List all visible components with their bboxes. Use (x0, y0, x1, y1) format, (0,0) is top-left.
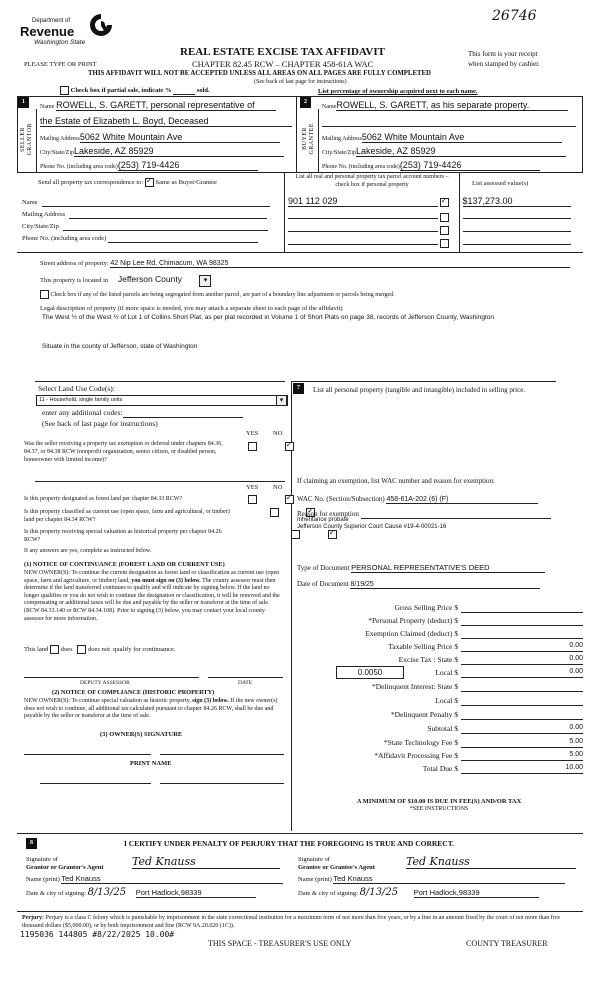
total-due-field[interactable]: 10.00 (461, 764, 583, 774)
seller-name-field[interactable]: ROWELL, S. GARETT, personal representative of (56, 100, 276, 111)
land-use-select[interactable]: 11 - Household, single family units ▾ (36, 395, 288, 406)
print-name-line[interactable] (40, 783, 151, 784)
current-use-yes-checkbox[interactable] (270, 508, 279, 517)
seller-city-row: City/State/ZipLakeside, AZ 85929 (40, 146, 292, 157)
grantee-side-label: GRANTEE (309, 123, 315, 155)
section-7-marker: 7 (293, 383, 304, 394)
parcel-row (288, 235, 571, 248)
partial-sale-row (60, 86, 210, 95)
please-type: PLEASE TYPE OR PRINT (24, 61, 97, 68)
subtotal-label: Subtotal $ (427, 724, 458, 733)
reason-row: Reason for exemption (297, 510, 551, 519)
parcel-number-field[interactable] (288, 222, 438, 232)
print-name-line-2[interactable] (160, 783, 284, 784)
additional-codes-row: enter any additional codes: (42, 408, 243, 418)
notice-compliance-title: (2) NOTICE OF COMPLIANCE (HISTORIC PROPERTY) (52, 689, 215, 696)
partial-sale-checkbox[interactable] (60, 86, 69, 95)
logo-line3: Washington State (34, 39, 86, 46)
delinquent-interest-local-field[interactable] (461, 696, 583, 706)
document-date-field[interactable]: 8/19/25 (350, 581, 540, 589)
historic-no-checkbox[interactable] (328, 530, 337, 539)
parcel-number-field[interactable] (288, 235, 438, 245)
property-section (20, 258, 585, 358)
logo-line2: Revenue (20, 24, 75, 39)
reason-field[interactable]: Inheritance probate Jefferson County Superior Court Cause #19-4-00021-16 (297, 517, 447, 530)
exemption-claim-label: If claiming an exemption, list WAC number and reason for exemption: (297, 477, 495, 485)
forest-no-checkbox[interactable] (285, 495, 294, 504)
dor-logo (20, 12, 115, 52)
gross-selling-price-field[interactable] (461, 603, 583, 613)
buyer-mailing-field[interactable]: 5062 White Mountain Ave (362, 132, 562, 143)
sold-label: sold. (196, 86, 210, 94)
excise-tax-local-label: Local $ (435, 668, 458, 677)
exemption-claimed-label: Exemption Claimed (deduct) $ (365, 629, 458, 638)
parcel-row (288, 209, 571, 222)
buyer-phone-field[interactable]: (253) 719-4426 (400, 160, 540, 171)
subtotal-field[interactable]: 0.00 (461, 724, 583, 734)
assessed-value-field[interactable] (463, 209, 571, 219)
if-yes-note: If any answers are yes, complete as instructed below. (24, 548, 152, 554)
additional-codes-field[interactable] (123, 408, 243, 418)
grantor-side-label: GRANTOR (27, 123, 33, 156)
assessed-value-field[interactable] (463, 222, 571, 232)
owner-signature-line[interactable] (24, 754, 151, 755)
handwritten-number: 26746 (492, 8, 537, 24)
grantee-name-row: Name (print) Ted Knauss (298, 874, 565, 884)
seller-name-row: Name ROWELL, S. GARETT, personal representative of (40, 100, 292, 111)
segregated-row: Check box if any of the listed parcels are being segregated from another parcel, are part of a boundary line adjustment or parcels being merged. (40, 290, 395, 299)
no-header: NO (273, 484, 283, 491)
dor-swirl-icon (88, 12, 114, 38)
document-type-field[interactable]: PERSONAL REPRESENTATIVE'S DEED (351, 563, 545, 573)
parcel-number-field[interactable] (288, 209, 438, 219)
exemption-no-checkbox[interactable] (285, 442, 294, 451)
forest-yes-checkbox[interactable] (248, 495, 257, 504)
personal-property-checkbox[interactable] (440, 198, 449, 207)
does-qualify-checkbox[interactable] (50, 645, 59, 654)
yes-header: YES (246, 430, 259, 437)
corr-mailing-field[interactable] (69, 211, 267, 219)
taxable-selling-price-field[interactable]: 0.00 (461, 642, 583, 652)
affidavit-processing-fee-field[interactable]: 5.00 (461, 751, 583, 761)
print-name-label: PRINT NAME (130, 760, 172, 767)
grantee-signature-label: Signature of Grantee or Grantee's Agent (298, 856, 375, 871)
see-instructions-note: *SEE INSTRUCTIONS (409, 806, 469, 812)
personal-property-checkbox[interactable] (440, 226, 449, 235)
street-address-row: Street address of property: 42 Nip Lee Rd, Chimacum, WA 98325 (40, 260, 570, 268)
grantor-signature-label: Signature of Grantor or Grantor's Agent (26, 856, 104, 871)
designation-section (20, 484, 288, 767)
excise-tax-local-field[interactable]: 0.00 (461, 668, 583, 678)
yes-header: YES (246, 484, 259, 491)
county-select[interactable]: Jefferson County (117, 274, 182, 284)
logo-line1: Department of (32, 18, 71, 24)
buyer-name-row: NameROWELL, S. GARETT, as his separate property. (322, 100, 576, 111)
corr-city-field[interactable] (63, 223, 268, 231)
seller-phone-field[interactable]: (253) 719-4426 (118, 160, 258, 171)
owner-signature-label: (3) OWNER(S) SIGNATURE (100, 731, 183, 738)
treasurer-stamp: 1195036 144805 #8/22/2025 10.00# (20, 930, 175, 939)
current-use-question: Is this property classified as current use (open space, farm and agricultural, or timber) land per chapter 84.34 RCW? (24, 509, 230, 523)
see-back-note: (See back of last page for instructions) (254, 79, 347, 85)
personal-property-deduct-label: *Personal Property (deduct) $ (368, 616, 458, 625)
buyer-side-label: BUYER (302, 127, 308, 150)
parcel-header: List all real and personal property tax parcel account numbers – check box if personal property (295, 174, 449, 188)
seller-mailing-row: Mailing Address5062 White Mountain Ave (40, 132, 292, 143)
deputy-assessor-label: DEPUTY ASSESSOR (80, 680, 130, 686)
exemption-claimed-field[interactable] (461, 629, 583, 639)
excise-tax-state-field[interactable]: 0.00 (461, 655, 583, 665)
ownership-note: List percentage of ownership acquired next to each name. (318, 88, 478, 95)
seller-name-line2-field[interactable]: the Estate of Elizabeth L. Boyd, Deceased (40, 116, 292, 127)
parcel-row (288, 196, 571, 207)
grantor-name-row: Name (print) Ted Knauss (26, 874, 283, 884)
legal-description-label: Legal description of property (if more space is needed, you may attach a separate sheet to each page of the affidavit) (40, 305, 343, 312)
notice-continuance-body: NEW OWNER(S): To continue the current designation as forest land or classification as current use (open space, farm and agriculture, or timber) land, you must sign on (3) below. The county assessor must then determine if the land transferred continues to qualify and will indicate by signing below. If the land no longer qualifies or you do not wish to continue the designation or classification, it will be removed and the compensating or additional taxes will be due and payable by the seller or transferor at the time of sale. (RCW 84.33.140 or RCW 84.34.108). Prior to signing (3) below, you may contact your local county assessor for more information. (24, 570, 280, 622)
seller-side-label: SELLER (20, 127, 26, 152)
county-treasurer-label: COUNTY TREASURER (466, 939, 548, 948)
exemption-yes-checkbox[interactable] (248, 442, 257, 451)
send-correspondence-row: Send all property tax correspondence to: ✓ Same as Buyer/Grantee (38, 178, 217, 187)
land-use-see-back: (See back of last page for instructions) (42, 419, 158, 428)
total-due-label: Total Due $ (422, 764, 458, 773)
grantee-name-field[interactable]: Ted Knauss (333, 874, 565, 884)
section-1-marker: 1 (18, 97, 29, 108)
certification-section (20, 836, 585, 908)
buyer-section (300, 97, 580, 172)
partial-percent-field[interactable] (173, 87, 195, 95)
buyer-name-field[interactable]: ROWELL, S. GARETT, as his separate property. (336, 100, 568, 111)
document-date-row: Date of Document 8/19/25 (297, 580, 540, 589)
historic-yes-checkbox[interactable] (291, 530, 300, 539)
grantor-date-row: Date & city of signing: 8/13/25 Port Hadlock,98339 (26, 887, 256, 898)
does-not-qualify-checkbox[interactable] (77, 645, 86, 654)
partial-sale-label: Check box if partial sale, indicate % (70, 86, 172, 94)
parcel-number-field[interactable]: 901 112 029 (288, 196, 438, 207)
land-use-dropdown-button[interactable]: ▾ (276, 395, 287, 406)
buyer-mailing-row: Mailing Address5062 White Mountain Ave (322, 132, 576, 143)
section-8-marker: 8 (26, 838, 37, 849)
no-header: NO (273, 430, 283, 437)
certify-statement: I CERTIFY UNDER PENALTY OF PERJURY THAT THE FOREGOING IS TRUE AND CORRECT. (124, 839, 455, 848)
assessed-header: List assessed value(s) (472, 180, 529, 187)
delinquent-penalty-field[interactable] (461, 710, 583, 720)
same-as-buyer-checkbox[interactable] (145, 178, 154, 187)
buyer-city-row: City/State/ZipLakeside, AZ 85929 (322, 146, 576, 157)
situate-text: Situate in the county of Jefferson, state of Washington (42, 343, 198, 350)
perjury-notice: Perjury: Perjury is a class C felony which is punishable by imprisonment in the state correctional institution for a maximum term of not more than five years, or by a fine in an amount fixed by the court of not more than five thousand dollars ($5,000.00), or by both imprisonment and fine (RCW 9A.20.020 (1C)). (22, 915, 561, 929)
seller-phone-row: Phone No. (including area code)(253) 719-4426 (40, 160, 292, 171)
local-rate-field[interactable]: 0.0050 (336, 666, 404, 679)
grantor-signature-field[interactable]: Ted Knauss (132, 855, 280, 869)
assessed-value-field[interactable]: $137,273.00 (463, 196, 571, 207)
county-dropdown-button[interactable]: ▾ (199, 275, 211, 287)
wac-row: WAC No. (Section/Subsection) 458-61A-202 (6) (F) (297, 495, 538, 504)
parcel-row (288, 222, 571, 235)
grantor-name-field[interactable]: Ted Knauss (61, 874, 283, 884)
personal-property-deduct-field[interactable] (461, 616, 583, 626)
excise-tax-state-label: Excise Tax : State $ (398, 655, 458, 664)
notice-compliance-body: NEW OWNER(S): To continue special valuation as historic property, sign (3) below. If the new owner(s) does not wish to continue, all additional tax calculated pursuant to chapter 84.26 RCW, shall be due and payable by the seller or transferor at the time of sale. (24, 698, 278, 720)
grantee-signature-field[interactable]: Ted Knauss (406, 855, 576, 869)
gross-selling-price-label: Gross Selling Price $ (394, 603, 458, 612)
buyer-city-field[interactable]: Lakeside, AZ 85929 (356, 146, 566, 157)
corr-name-field[interactable] (42, 199, 270, 207)
historic-question: Is this property receiving special valuation as historical property per chapter 84.26 RCW? (24, 529, 222, 543)
grantee-date-field[interactable]: 8/13/25 (359, 887, 399, 898)
buyer-name-line2-field[interactable] (322, 116, 576, 127)
delinquent-interest-state-field[interactable] (461, 682, 583, 692)
owner-signature-line-2[interactable] (160, 754, 284, 755)
legal-description-field[interactable]: The West ½ of the West ½ of Lot 1 of Collins Short Plat, as per plat recorded in Volume 1 of Short Plats on page 38, records of Jefferson County, Washington (42, 314, 494, 321)
buyer-phone-row: Phone No. (including area code)(253) 719-4426 (322, 160, 576, 171)
assessed-value-field[interactable] (463, 235, 571, 245)
land-use-label: Select Land Use Code(s): (38, 384, 115, 393)
wac-field[interactable]: 458-61A-202 (6) (F) (386, 496, 538, 504)
seller-section (18, 97, 296, 172)
county-row: This property is located in Jefferson County ▾ (40, 274, 211, 287)
delinquent-interest-local-label: Local $ (435, 696, 458, 705)
grantor-date-field[interactable]: 8/13/25 (87, 887, 127, 898)
personal-property-label: List all personal property (tangible and intangible) included in selling price. (313, 386, 526, 394)
grantor-city-field[interactable]: Port Hadlock,98339 (136, 888, 256, 898)
continuance-row: This land does does not qualify for continuance. (24, 645, 176, 653)
seller-city-field[interactable]: Lakeside, AZ 85929 (74, 146, 284, 157)
notice-continuance-title: (1) NOTICE OF CONTINUANCE (FOREST LAND OR CURRENT USE) (24, 561, 225, 568)
state-technology-fee-label: *State Technology Fee $ (383, 738, 458, 747)
grantee-city-field[interactable]: Port Hadlock,98339 (414, 888, 539, 898)
delinquent-interest-state-label: *Delinquent Interest: State $ (371, 682, 458, 691)
exemption-question: Was the seller receiving a property tax exemption or deferral under chapters 84.36, 84.37, or 84.38 RCW (nonprofit organization, senior citizen, or disabled person, homeowner with limited income)? (24, 441, 223, 463)
acceptance-warning: THIS AFFIDAVIT WILL NOT BE ACCEPTED UNLESS ALL AREAS ON ALL PAGES ARE FULLY COMPLETED (88, 70, 431, 77)
land-use-section (20, 384, 288, 463)
correspondence-section: Send all property tax correspondence to: ✓ Same as Buyer/Grantee Name Mailing Address City/State/Zip Phone No. (including area code) (20, 175, 282, 251)
forest-land-question: Is this property designated as forest land per chapter 84.33 RCW? (24, 496, 183, 502)
receipt-note-2: when stamped by cashier. (468, 60, 540, 68)
affidavit-processing-fee-label: *Affidavit Processing Fee $ (374, 751, 458, 760)
date-label: DATE (238, 680, 253, 686)
form-title: REAL ESTATE EXCISE TAX AFFIDAVIT (180, 46, 385, 58)
segregated-checkbox[interactable] (40, 290, 49, 299)
seller-mailing-field[interactable]: 5062 White Mountain Ave (80, 132, 280, 143)
delinquent-penalty-label: *Delinquent Penalty $ (390, 710, 458, 719)
grantee-date-row: Date & city of signing: 8/13/25 Port Hadlock,98339 (298, 887, 539, 898)
receipt-note-1: This form is your receipt (468, 50, 538, 58)
street-address-field[interactable]: 42 Nip Lee Rd, Chimacum, WA 98325 (110, 260, 570, 268)
section-2-marker: 2 (300, 97, 311, 108)
treasurer-use-label: THIS SPACE - TREASURER'S USE ONLY (208, 939, 352, 948)
document-type-row: Type of Document PERSONAL REPRESENTATIVE'S DEED (297, 563, 545, 573)
state-technology-fee-field[interactable]: 5.00 (461, 738, 583, 748)
personal-property-checkbox[interactable] (440, 239, 449, 248)
form-subtitle: CHAPTER 82.45 RCW – CHAPTER 458-61A WAC (192, 59, 374, 69)
personal-property-checkbox[interactable] (440, 213, 449, 222)
taxable-selling-price-label: Taxable Selling Price $ (388, 642, 458, 651)
corr-phone-field[interactable] (108, 235, 258, 243)
minimum-due-note: A MINIMUM OF $10.00 IS DUE IN FEE(S) AND/OR TAX (356, 798, 522, 805)
